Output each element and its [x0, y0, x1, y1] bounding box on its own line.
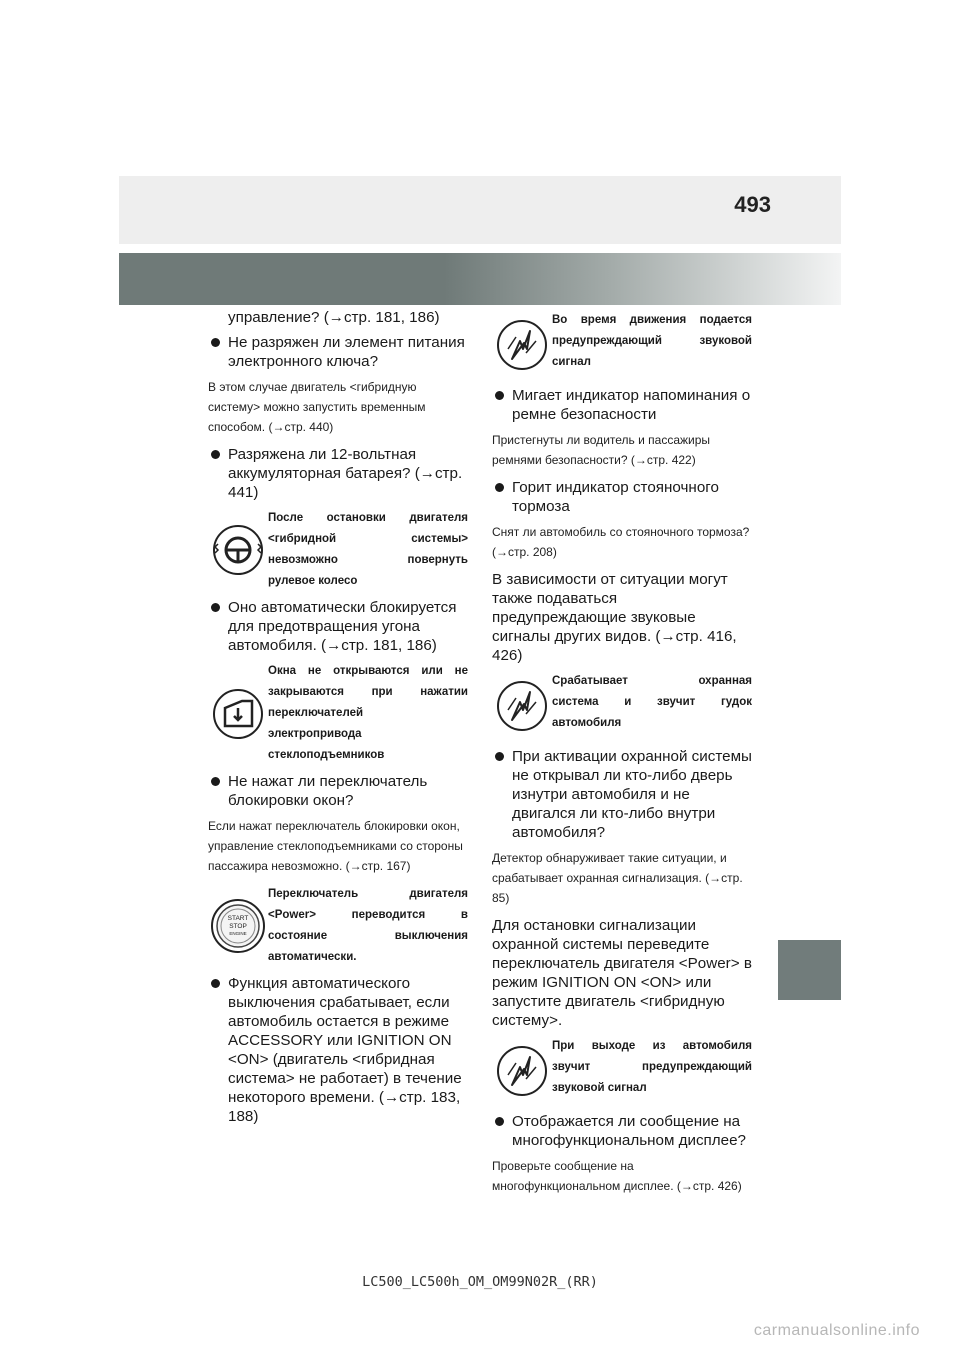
- footer-code: LC500_LC500h_OM_OM99N02R_(RR): [362, 1274, 598, 1290]
- bullet-dot: [495, 483, 504, 492]
- buzzer-icon: [492, 319, 552, 371]
- button-label-stop: STOP: [229, 923, 247, 930]
- bullet-dot: [211, 603, 220, 612]
- bullet-item: При активации охранной системы не открывал ли кто-либо дверь изнутри автомобиля и не двигался ли кто-либо внутри автомобиля?: [492, 747, 752, 842]
- warning-title: При выходе из автомобиля звучит предупреждающий звуковой сигнал: [552, 1040, 752, 1094]
- bullet-item: Оно автоматически блокируется для предотвращения угона автомобиля. (→стр. 181, 186): [208, 598, 468, 655]
- warning-title: Срабатывает охранная система и звучит гудок автомобиля: [552, 675, 752, 729]
- right-column: [492, 308, 752, 1204]
- page-number: 493: [734, 192, 771, 217]
- chapter-tab: [778, 940, 841, 1000]
- bullet-item: Разряжена ли 12-вольтная аккумуляторная батарея? (→стр. 441): [208, 445, 468, 502]
- watermark: carmanualsonline.info: [753, 1322, 920, 1339]
- continuation-text: управление? (→стр. 181, 186): [228, 309, 440, 326]
- note-text: Пристегнуты ли водитель и пассажиры ремнями безопасности? (→стр. 422): [492, 433, 711, 467]
- header-band: [119, 176, 841, 244]
- bullet-item: Не нажат ли переключатель блокировки окон?: [208, 772, 468, 810]
- bullet-dot: [495, 391, 504, 400]
- bullet-item: Не разряжен ли элемент питания электронного ключа?: [208, 333, 468, 371]
- bullet-item: Функция автоматического выключения срабатывает, если автомобиль остается в режиме ACCESSORY или IGNITION ON <ON> (двигатель <гибридная система> не работает) в течение некоторого времени. (→стр. 183, 188): [208, 974, 468, 1126]
- warning-window-lock: [208, 661, 468, 766]
- bullet-dot: [211, 777, 220, 786]
- start-stop-button-icon: [208, 898, 268, 954]
- button-label-engine: ENGINE: [229, 931, 247, 936]
- section-bar: [119, 253, 841, 305]
- note-text: Снят ли автомобиль со стояночного тормоза? (→стр. 208): [492, 525, 750, 559]
- note-text: Детектор обнаруживает такие ситуации, и срабатывает охранная сигнализация. (→стр. 85): [492, 851, 743, 905]
- bullet-item: Мигает индикатор напоминания о ремне безопасности: [492, 386, 752, 424]
- buzzer-icon: [492, 1045, 552, 1097]
- steering-lock-icon: [208, 524, 268, 576]
- buzzer-icon: [492, 680, 552, 732]
- bullet-dot: [211, 338, 220, 347]
- warning-exit-buzzer: [492, 1036, 752, 1106]
- note-text: Если нажат переключатель блокировки окон, управление стеклоподъемниками со стороны пассажира невозможно. (→стр. 167): [208, 819, 463, 873]
- warning-steering-lock: [208, 508, 468, 592]
- bullet-dot: [495, 752, 504, 761]
- window-lock-icon: [208, 688, 268, 740]
- bullet-dot: [211, 979, 220, 988]
- paragraph: В зависимости от ситуации могут также подаваться предупреждающие звуковые сигналы других видов. (→стр. 416, 426): [492, 571, 737, 664]
- note-text: Проверьте сообщение на многофункциональном дисплее. (→стр. 426): [492, 1159, 742, 1193]
- warning-alarm: [492, 671, 752, 741]
- warning-driving-buzzer: [492, 310, 752, 380]
- warning-title: После остановки двигателя <гибридной системы> невозможно повернуть рулевое колесо: [268, 512, 468, 587]
- bullet-dot: [495, 1117, 504, 1126]
- bullet-item: Отображается ли сообщение на многофункциональном дисплее?: [492, 1112, 752, 1150]
- warning-title: Переключатель двигателя <Power> переводится в состояние выключения автоматически.: [268, 888, 468, 963]
- bullet-dot: [211, 450, 220, 459]
- paragraph: Для остановки сигнализации охранной системы переведите переключатель двигателя <Power> в режим IGNITION ON <ON> или запустите двигатель <гибридную систему>.: [492, 917, 752, 1029]
- bullet-item: Горит индикатор стояночного тормоза: [492, 478, 752, 516]
- warning-title: Во время движения подается предупреждающий звуковой сигнал: [552, 314, 752, 368]
- warning-title: Окна не открываются или не закрываются при нажатии переключателей электропривода стеклоподъемников: [268, 665, 468, 761]
- button-label-start: START: [227, 915, 249, 922]
- note-text: В этом случае двигатель <гибридную систему> можно запустить временным способом. (→стр. 440): [208, 380, 426, 434]
- left-column: [208, 308, 468, 1132]
- warning-auto-power-off: [208, 884, 468, 968]
